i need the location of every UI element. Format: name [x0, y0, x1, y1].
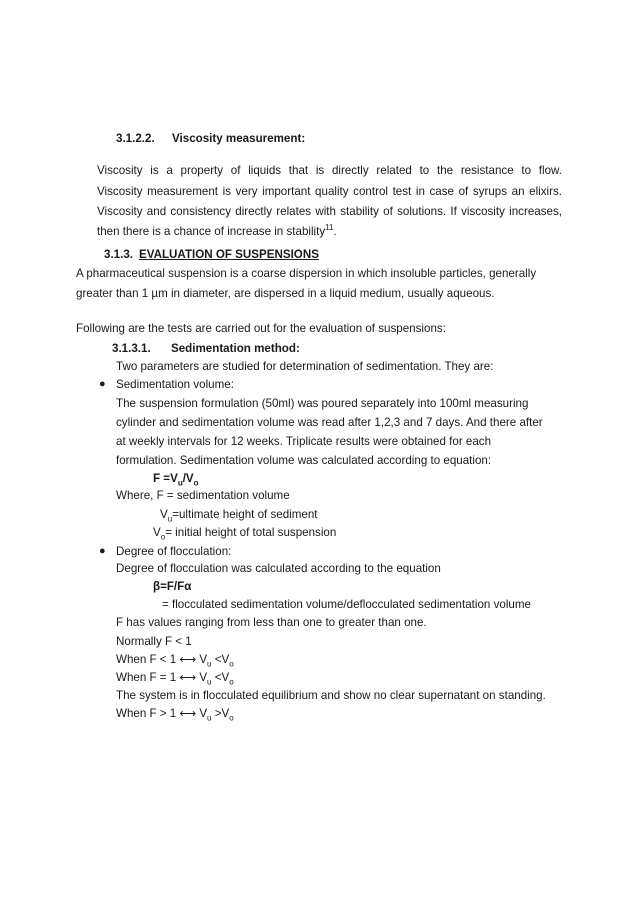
sedimentation-line-3: at weekly intervals for 12 weeks. Triplicate results were obtained for each [116, 435, 492, 448]
vu-definition [160, 506, 318, 524]
condition-mid: <V [211, 653, 230, 666]
viscosity-last-line-end: . [333, 225, 337, 238]
flocculation-line-1: Degree of flocculation was calculated according to the equation [116, 562, 441, 575]
viscosity-paragraph-line-1: Viscosity is a property of liquids that is directly related to the resistance to flow. [97, 164, 562, 177]
vu-sub: u [167, 514, 173, 524]
bullet-dot: ● [99, 378, 106, 390]
suspension-intro-line-1: A pharmaceutical suspension is a coarse dispersion in which insoluble particles, generally [76, 267, 537, 280]
flocculation-definition: = flocculated sedimentation volume/deflocculated sedimentation volume [162, 598, 531, 611]
sedimentation-volume-heading: Sedimentation volume: [116, 378, 234, 391]
vo-text: = initial height of total suspension [165, 526, 337, 539]
equation-sub-u: u [177, 478, 183, 488]
vo-definition [153, 524, 336, 542]
section-3-1-2-2-heading [116, 130, 305, 148]
section-number: 3.1.3.1. [112, 342, 151, 355]
viscosity-paragraph-line-2: Viscosity measurement is very important quality control test in case of syrups an elixirs. [97, 185, 562, 198]
vu-label: V [160, 508, 168, 521]
viscosity-paragraph-line-3: Viscosity and consistency directly relates with stability of solutions. If viscosity increases, [97, 205, 562, 218]
vo-label: V [153, 526, 161, 539]
condition-f-less-than-1 [116, 651, 234, 669]
flocculation-equation: β=F/Fα [153, 580, 192, 593]
tests-intro: Following are the tests are carried out for the evaluation of suspensions: [76, 322, 446, 335]
flocculated-equilibrium-line: The system is in flocculated equilibrium and show no clear supernatant on standing. [116, 689, 546, 702]
vo-sub: o [160, 532, 166, 542]
condition-sub-o: o [229, 677, 234, 687]
condition-mid: >V [211, 707, 230, 720]
sedimentation-line-2: cylinder and sedimentation volume was read after 1,2,3 and 7 days. And there after [116, 416, 543, 429]
sedimentation-equation [153, 470, 199, 488]
vu-text: =ultimate height of sediment [172, 508, 318, 521]
viscosity-last-line-text: then there is a chance of increase in stability [97, 225, 326, 238]
condition-text: When F = 1 ⟷ V [116, 671, 208, 684]
flocculation-range: F has values ranging from less than one to greater than one. [116, 616, 427, 629]
condition-f-greater-than-1 [116, 705, 234, 723]
condition-sub-u: u [207, 677, 212, 687]
section-3-1-3-heading [104, 246, 319, 264]
section-3-1-3-1-heading [112, 340, 300, 358]
flocculation-normally: Normally F < 1 [116, 635, 192, 648]
equation-sub-o: o [193, 478, 199, 488]
condition-text: When F < 1 ⟷ V [116, 653, 208, 666]
bullet-dot: ● [99, 545, 106, 557]
section-number: 3.1.3. [104, 248, 134, 261]
section-number: 3.1.2.2. [116, 132, 155, 145]
sedimentation-line-1: The suspension formulation (50ml) was poured separately into 100ml measuring [116, 397, 529, 410]
section-title: EVALUATION OF SUSPENSIONS [139, 248, 319, 261]
section-title: Viscosity measurement: [172, 132, 306, 145]
viscosity-paragraph-line-4 [97, 223, 337, 241]
section-title: Sedimentation method: [171, 342, 300, 355]
equation-mid: /V [182, 472, 194, 485]
citation-superscript: 11 [325, 223, 334, 233]
where-definition: Where, F = sedimentation volume [116, 489, 290, 502]
sedimentation-line-4: formulation. Sedimentation volume was calculated according to equation: [116, 454, 492, 467]
condition-sub-u: u [207, 713, 212, 723]
degree-of-flocculation-heading: Degree of flocculation: [116, 545, 232, 558]
parameters-line: Two parameters are studied for determination of sedimentation. They are: [116, 360, 494, 373]
condition-f-equals-1 [116, 669, 234, 687]
condition-mid: <V [211, 671, 230, 684]
equation-lhs: F =V [153, 472, 178, 485]
condition-sub-u: u [207, 659, 212, 669]
condition-text: When F > 1 ⟷ V [116, 707, 208, 720]
condition-sub-o: o [229, 713, 234, 723]
suspension-intro-line-2: greater than 1 µm in diameter, are dispersed in a liquid medium, usually aqueous. [76, 287, 495, 300]
condition-sub-o: o [229, 659, 234, 669]
